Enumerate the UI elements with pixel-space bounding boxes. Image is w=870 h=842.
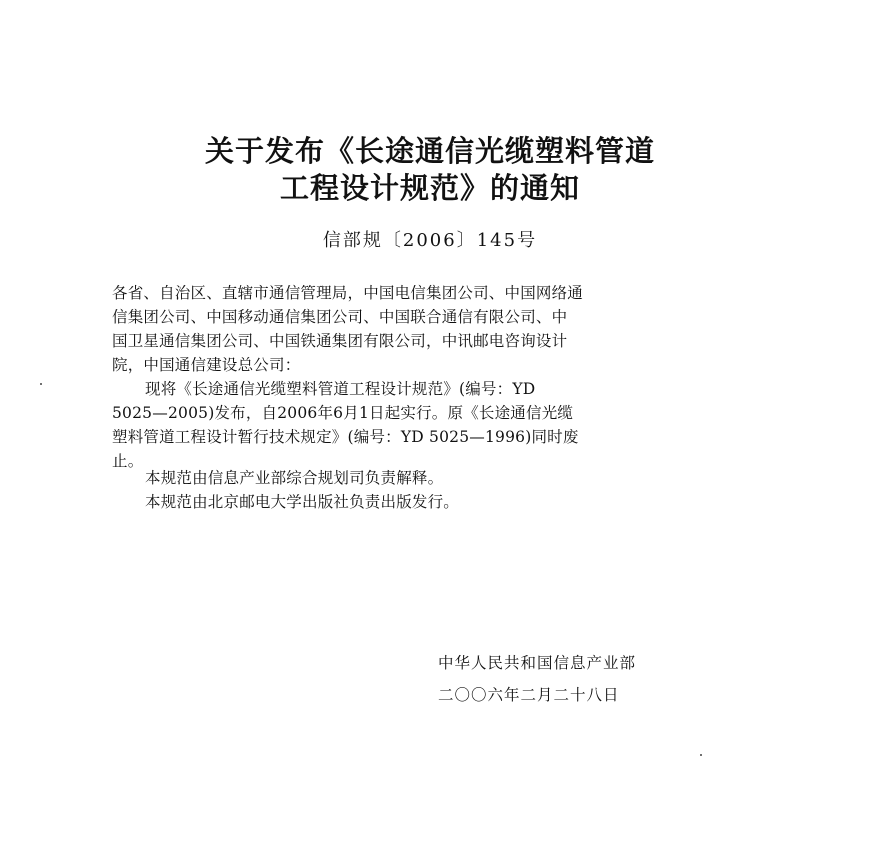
- addressee-line: 院，中国通信建设总公司：: [112, 356, 301, 374]
- signature-date: 二〇〇六年二月二十八日: [438, 686, 620, 704]
- addressee-line: 信集团公司、中国移动通信集团公司、中国联合通信有限公司、中: [112, 308, 568, 326]
- paragraph-1-line: 塑料管道工程设计暂行技术规定》(编号：YD 5025—1996)同时废: [112, 428, 579, 446]
- document-title-line-2: 工程设计规范》的通知: [279, 171, 580, 205]
- scan-speck: [40, 383, 42, 385]
- addressee-line: 各省、自治区、直辖市通信管理局，中国电信集团公司、中国网络通: [112, 284, 584, 302]
- scan-speck: [700, 754, 702, 756]
- paragraph-1-line: 5025—2005)发布，自2006年6月1日起实行。原《长途通信光缆: [112, 404, 574, 422]
- paragraph-1-line: 止。: [112, 452, 144, 470]
- paragraph-1-line: 现将《长途通信光缆塑料管道工程设计规范》(编号：YD: [145, 380, 536, 398]
- paragraph-2: 本规范由信息产业部综合规划司负责解释。: [145, 469, 444, 487]
- document-title-line-1: 关于发布《长途通信光缆塑料管道: [204, 134, 655, 168]
- document-number: 信部规〔2006〕145号: [322, 230, 538, 251]
- paragraph-3: 本规范由北京邮电大学出版社负责出版发行。: [145, 493, 460, 511]
- signature-organization: 中华人民共和国信息产业部: [438, 654, 637, 672]
- addressee-line: 国卫星通信集团公司、中国铁通集团有限公司，中讯邮电咨询设计: [112, 332, 568, 350]
